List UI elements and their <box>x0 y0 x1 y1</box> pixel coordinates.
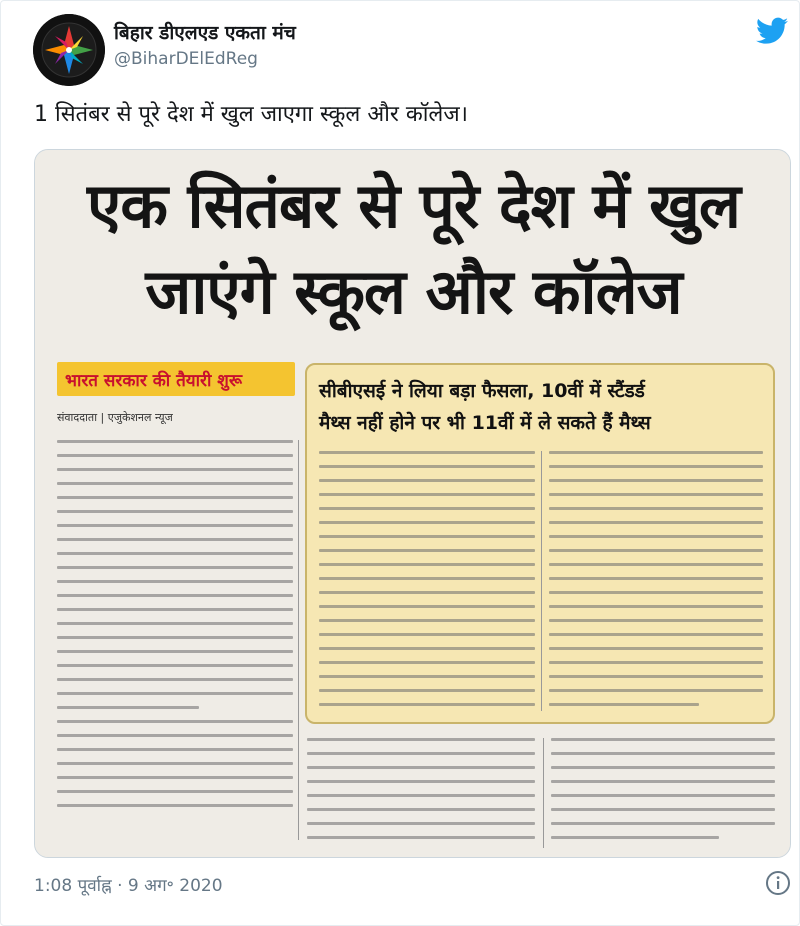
clipping-byline: संवाददाता | एजुकेशनल न्यूज <box>57 411 173 424</box>
display-name[interactable]: बिहार डीएलएड एकता मंच <box>114 22 296 44</box>
avatar[interactable] <box>33 14 105 86</box>
info-icon[interactable] <box>765 870 791 896</box>
clipping-headline-line2: जाएंगे स्कूल और कॉलेज <box>145 255 682 328</box>
twitter-bird-icon[interactable] <box>756 17 788 45</box>
column-divider <box>298 440 299 840</box>
box-headline-line2: मैथ्स नहीं होने पर भी 11वीं में ले सकते हैं मैथ्स <box>319 412 651 434</box>
newspaper-clipping <box>35 150 790 857</box>
side-banner-text: भारत सरकार की तैयारी शुरू <box>65 371 243 391</box>
clipping-highlight-box <box>305 363 775 724</box>
compass-star-logo-icon <box>33 14 105 86</box>
box-column-right-text <box>549 451 763 717</box>
box-headline-line1: सीबीएसई ने लिया बड़ा फैसला, 10वीं में स्टैंडर्ड <box>319 380 645 402</box>
bottom-right-text <box>551 738 775 850</box>
tweet-media-image[interactable] <box>34 149 791 858</box>
left-column-text <box>57 440 293 818</box>
clipping-side-banner <box>57 362 295 396</box>
box-column-left-text <box>319 451 535 717</box>
box-column-divider <box>541 451 542 711</box>
tweet-timestamp[interactable]: 1:08 पूर्वाह्न · 9 अग॰ 2020 <box>34 876 223 896</box>
bottom-middle-text <box>307 738 535 850</box>
tweet-text: 1 सितंबर से पूरे देश में खुल जाएगा स्कूल और कॉलेज। <box>34 102 468 127</box>
clipping-headline-line1: एक सितंबर से पूरे देश में खुल <box>87 169 740 242</box>
bottom-column-divider <box>543 738 544 848</box>
user-handle[interactable]: @BiharDElEdReg <box>114 49 258 69</box>
